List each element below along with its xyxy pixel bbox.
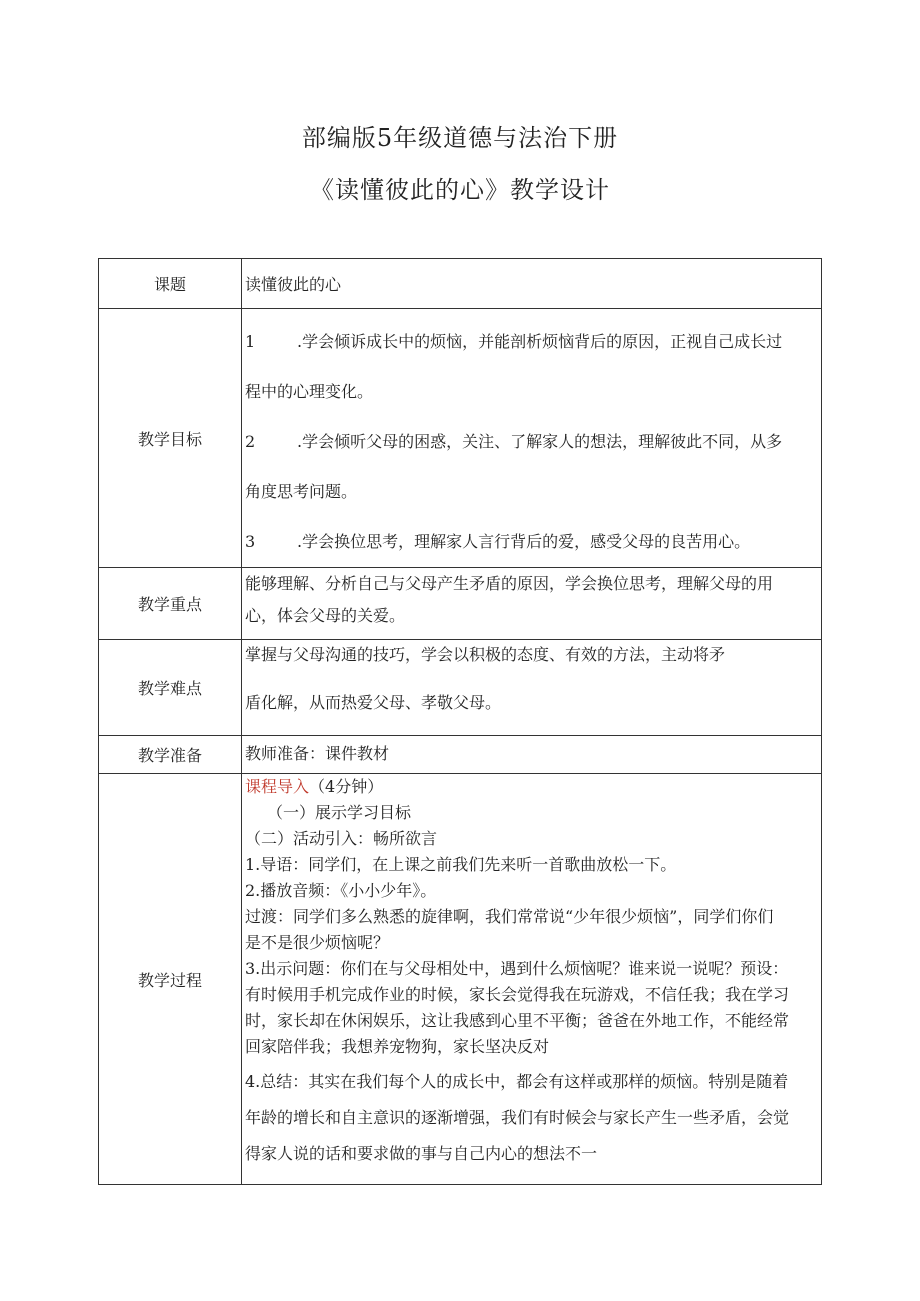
table-row-process xyxy=(99,774,822,1185)
goal-text: .学会倾诉成长中的烦恼，并能剖析烦恼背后的原因，正视自己成长过 xyxy=(297,332,783,351)
label-prep: 教学准备 xyxy=(99,736,242,774)
lesson-plan-table xyxy=(98,258,822,1185)
goal-item-1 xyxy=(245,317,817,367)
process-p2: 2.播放音频：《小小少年》。 xyxy=(245,881,437,900)
value-key xyxy=(242,568,822,640)
label-topic: 课题 xyxy=(99,259,242,309)
label-process: 教学过程 xyxy=(99,774,242,1185)
process-p4a: 3.出示问题：你们在与父母相处中，遇到什么烦恼呢？谁来说一说呢？预设： xyxy=(245,959,789,978)
table-row-prep xyxy=(99,736,822,774)
difficulty-line1: 掌握与父母沟通的技巧，学会以积极的态度、有效的方法，主动将矛 xyxy=(245,645,726,664)
process-p5b: 年龄的增长和自主意识的逐渐增强，我们有时候会与家长产生一些矛盾，会觉 xyxy=(245,1108,790,1127)
goal-item-3 xyxy=(245,517,817,567)
label-key: 教学重点 xyxy=(99,568,242,640)
document-title-line2: 《读懂彼此的心》教学设计 xyxy=(310,176,610,204)
value-goals xyxy=(242,309,822,568)
document-title-line1: 部编版5年级道德与法治下册 xyxy=(301,124,619,152)
process-p5a: 4.总结：其实在我们每个人的成长中，都会有这样或那样的烦恼。特别是随着 xyxy=(245,1072,789,1091)
table-row-goals xyxy=(99,309,822,568)
prep-text: 教师准备：课件教材 xyxy=(245,744,390,763)
intro-heading xyxy=(245,774,817,800)
intro-red-text: 课程导入 xyxy=(245,777,310,796)
key-line2: 心，体会父母的关爱。 xyxy=(245,606,406,625)
goal-cont: 角度思考问题。 xyxy=(245,482,358,501)
value-process xyxy=(242,774,822,1185)
goal-cont: 程中的心理变化。 xyxy=(245,382,374,401)
process-p4d: 回家陪伴我；我想养宠物狗，家长坚决反对 xyxy=(245,1037,550,1056)
key-line1: 能够理解、分析自己与父母产生矛盾的原因，学会换位思考，理解父母的用 xyxy=(245,574,774,593)
value-topic xyxy=(242,259,822,309)
goal-num: 2 xyxy=(245,432,256,451)
label-goals: 教学目标 xyxy=(99,309,242,568)
process-p3a: 过渡：同学们多么熟悉的旋律啊，我们常常说“少年很少烦恼”，同学们你们 xyxy=(245,907,774,926)
process-p3b: 是不是很少烦恼呢？ xyxy=(245,933,390,952)
process-p4b: 有时候用手机完成作业的时候，家长会觉得我在玩游戏，不信任我；我在学习 xyxy=(245,985,790,1004)
process-p5c: 得家人说的话和要求做的事与自己内心的想法不一 xyxy=(245,1144,598,1163)
process-p4c: 时，家长却在休闲娱乐，这让我感到心里不平衡；爸爸在外地工作，不能经常 xyxy=(245,1011,790,1030)
goal-num: 3 xyxy=(245,532,256,551)
label-difficulty: 教学难点 xyxy=(99,640,242,736)
goal-text: .学会倾听父母的困惑，关注、了解家人的想法，理解彼此不同，从多 xyxy=(297,432,783,451)
topic-text: 读懂彼此的心 xyxy=(245,275,342,294)
goal-num: 1 xyxy=(245,332,256,351)
value-prep xyxy=(242,736,822,774)
process-p1: 1.导语：同学们，在上课之前我们先来听一首歌曲放松一下。 xyxy=(245,855,677,874)
intro-time: （4分钟） xyxy=(309,777,384,796)
sub-heading-1: （一）展示学习目标 xyxy=(267,803,412,822)
goal-text: .学会换位思考，理解家人言行背后的爱，感受父母的良苦用心。 xyxy=(297,532,751,551)
difficulty-line2: 盾化解，从而热爱父母、孝敬父母。 xyxy=(245,693,502,712)
table-row-key xyxy=(99,568,822,640)
sub-heading-2: （二）活动引入：畅所欲言 xyxy=(245,829,438,848)
value-difficulty xyxy=(242,640,822,736)
table-row-topic xyxy=(99,259,822,309)
goal-item-2 xyxy=(245,417,817,467)
table-row-difficulty xyxy=(99,640,822,736)
